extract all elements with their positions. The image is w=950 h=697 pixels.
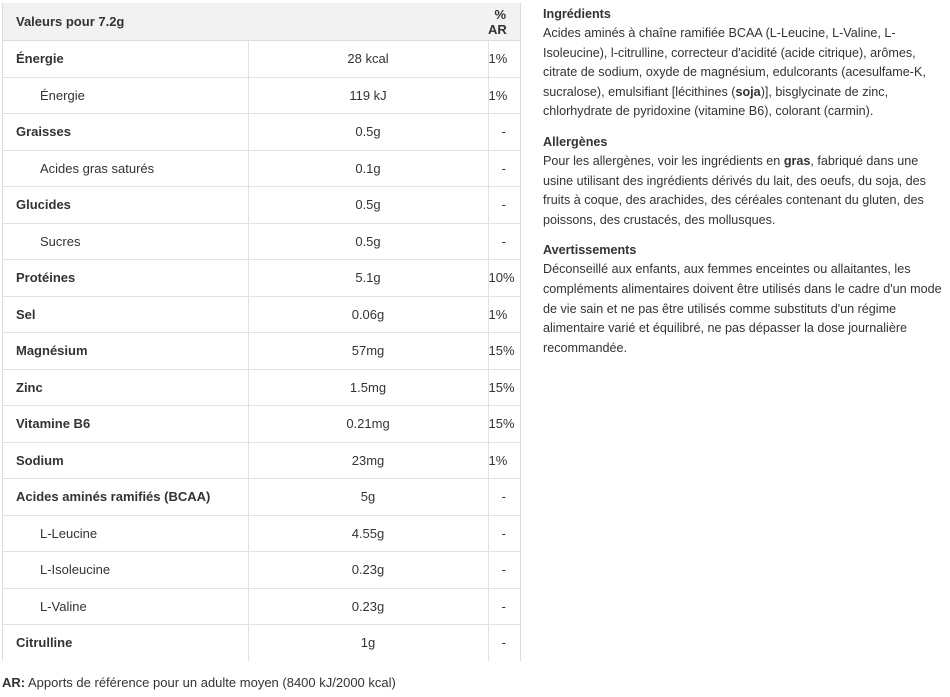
nutrient-value: 0.5g (248, 187, 488, 224)
product-info-panel (543, 6, 945, 370)
warnings-text: Déconseillé aux enfants, aux femmes enceintes ou allaitantes, les compléments alimentaires doivent être utilisés dans le cadre d'un mode de vie sain et ne pas être utilisés comme substituts d'un régime alimentaire varié et équilibré, ne pas dépasser la dose journalière recommandée. (543, 262, 942, 355)
nutrition-row (3, 187, 520, 224)
nutrient-name: Zinc (3, 369, 248, 406)
nutrition-row (3, 41, 520, 78)
reference-intake-footnote (2, 675, 396, 690)
nutrient-reference-intake: - (488, 552, 520, 589)
nutrition-row (3, 406, 520, 443)
nutrient-value: 0.1g (248, 150, 488, 187)
footnote-label: AR: (2, 675, 26, 690)
nutrient-value: 1.5mg (248, 369, 488, 406)
nutrient-name: L-Leucine (3, 515, 248, 552)
nutrient-name: Protéines (3, 260, 248, 297)
nutrient-name: L-Isoleucine (3, 552, 248, 589)
nutrient-name: Énergie (3, 77, 248, 114)
nutrient-value: 0.21mg (248, 406, 488, 443)
nutrient-value: 4.55g (248, 515, 488, 552)
nutrient-name: Sel (3, 296, 248, 333)
value-header (248, 3, 488, 41)
nutrition-row (3, 552, 520, 589)
allergens-text-part: , fabriqué dans une usine utilisant des ingrédients dérivés du lait, des oeufs, du soja, des fruits à coque, des arachides, des céréales contenant du gluten, des poissons, des crustacés, des mollusques. (543, 153, 926, 227)
nutrient-value: 5.1g (248, 260, 488, 297)
nutrient-reference-intake: - (488, 223, 520, 260)
nutrient-reference-intake: 1% (488, 296, 520, 333)
nutrient-name: Sucres (3, 223, 248, 260)
allergens-text-part: Pour les allergènes, voir les ingrédients en (543, 153, 784, 168)
nutrition-row (3, 260, 520, 297)
nutrient-reference-intake: 1% (488, 41, 520, 78)
nutrient-value: 5g (248, 479, 488, 516)
nutrition-row (3, 479, 520, 516)
nutrient-value: 28 kcal (248, 41, 488, 78)
nutrient-reference-intake: 1% (488, 442, 520, 479)
nutrition-table (3, 3, 520, 661)
nutrition-table-body (3, 41, 520, 661)
nutrition-row (3, 333, 520, 370)
nutrient-reference-intake: - (488, 150, 520, 187)
nutrient-value: 1g (248, 625, 488, 661)
nutrient-value: 0.5g (248, 223, 488, 260)
warnings-section (543, 242, 945, 358)
nutrition-row (3, 114, 520, 151)
ingredients-heading: Ingrédients (543, 7, 611, 21)
nutrition-row (3, 150, 520, 187)
nutrient-value: 119 kJ (248, 77, 488, 114)
allergens-heading: Allergènes (543, 134, 608, 149)
nutrient-value: 0.23g (248, 588, 488, 625)
nutrition-row (3, 588, 520, 625)
nutrition-row (3, 77, 520, 114)
nutrient-reference-intake: - (488, 625, 520, 661)
nutrient-value: 23mg (248, 442, 488, 479)
nutrient-reference-intake: 15% (488, 333, 520, 370)
footnote-text: Apports de référence pour un adulte moyen (8400 kJ/2000 kcal) (25, 675, 396, 690)
ingredients-text-part: Acides aminés à chaîne ramifiée BCAA (L-Leucine, L-Valine, L-Isoleucine), l-citrulline, correcteur d'acidité (acide citrique), arômes, citrate de sodium, oxyde de magnésium, edulcorants (acesulfame-K, sucralose), emulsifiant [lécithines ( (543, 26, 926, 99)
nutrition-table-container (2, 3, 521, 661)
nutrient-value: 57mg (248, 333, 488, 370)
ingredients-text-part: )], bisglycinate de zinc, chlorhydrate de pyridoxine (vitamine B6), colorant (carmin). (543, 84, 889, 119)
nutrient-name: Sodium (3, 442, 248, 479)
nutrient-name: Acides gras saturés (3, 150, 248, 187)
nutrient-name: Énergie (3, 41, 248, 78)
nutrition-row (3, 625, 520, 661)
nutrient-reference-intake: 10% (488, 260, 520, 297)
nutrient-reference-intake: 15% (488, 406, 520, 443)
allergens-bold-word: gras (783, 153, 811, 168)
nutrition-row (3, 515, 520, 552)
allergens-section (543, 134, 945, 230)
nutrient-reference-intake: 15% (488, 369, 520, 406)
nutrition-table-header (3, 3, 520, 41)
nutrition-row (3, 296, 520, 333)
nutrient-reference-intake: - (488, 479, 520, 516)
nutrient-name: L-Valine (3, 588, 248, 625)
nutrient-reference-intake: - (488, 114, 520, 151)
nutrient-name: Citrulline (16, 635, 73, 651)
nutrient-value: 0.06g (248, 296, 488, 333)
nutrient-reference-intake: - (488, 187, 520, 224)
reference-intake-header: % AR (488, 3, 520, 41)
warnings-heading: Avertissements (543, 243, 637, 258)
nutrient-name: Magnésium (3, 333, 248, 370)
nutrient-reference-intake: - (488, 515, 520, 552)
nutrition-row (3, 442, 520, 479)
ingredients-allergen-bold: soja (735, 84, 761, 99)
allergens-text (543, 152, 945, 230)
ingredients-section (543, 6, 945, 122)
nutrient-name: Vitamine B6 (3, 406, 248, 443)
nutrient-name: Glucides (3, 187, 248, 224)
nutrient-value: 0.5g (248, 114, 488, 151)
ingredients-text (543, 24, 945, 122)
nutrient-name: Acides aminés ramifiés (BCAA) (3, 479, 248, 516)
nutrient-name: Graisses (3, 114, 248, 151)
nutrition-row (3, 369, 520, 406)
serving-size-header: Valeurs pour 7.2g (3, 3, 248, 41)
nutrient-value: 0.23g (248, 552, 488, 589)
nutrient-reference-intake: 1% (488, 77, 520, 114)
nutrient-reference-intake: - (488, 588, 520, 625)
nutrition-row (3, 223, 520, 260)
